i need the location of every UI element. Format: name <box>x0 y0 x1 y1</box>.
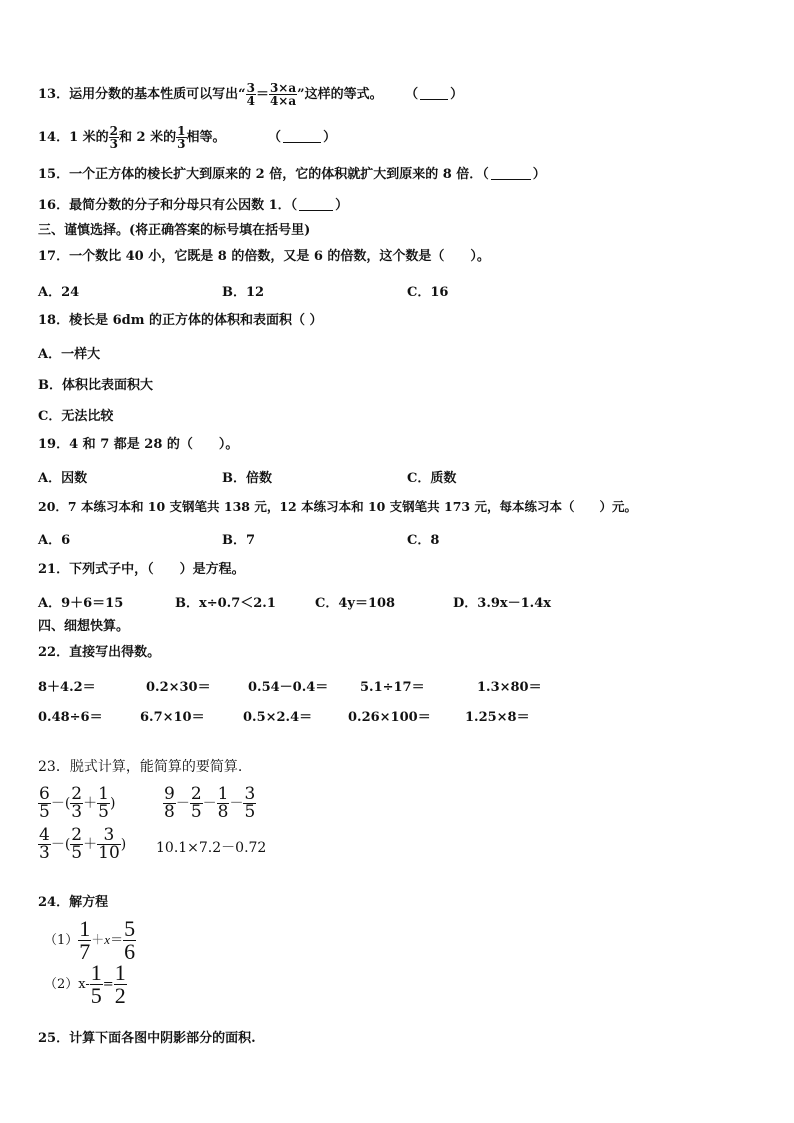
question-14: 14．1 米的 $\frac{2}{3}$ 和 2 米的 $\frac{1}{3}$ 相等。 （ ） <box>38 124 337 151</box>
calc-item: 0.48÷6＝ <box>38 710 103 725</box>
section-3-heading: 三、谨慎选择。(将正确答案的标号填在括号里) <box>38 223 311 238</box>
calc-item: 6.7×10＝ <box>140 710 205 725</box>
answer-blank[interactable] <box>420 87 448 100</box>
option-b[interactable]: B．体积比表面积大 <box>38 378 153 393</box>
option-a[interactable]: A．24 <box>38 285 80 300</box>
calc-item: 0.54－0.4＝ <box>248 680 329 695</box>
option-b[interactable]: B．倍数 <box>222 471 272 486</box>
question-15: 15．一个正方体的棱长扩大到原来的 2 倍，它的体积就扩大到原来的 8 倍．（ ） <box>38 167 546 182</box>
calc-item: 0.26×100＝ <box>348 710 431 725</box>
fraction: $\frac{3\times a}{4\times a}$ <box>269 81 297 108</box>
equation-1: （1） $\frac{1}{7}$ ＋x＝ $\frac{5}{6}$ <box>44 916 136 964</box>
section-4-heading: 四、细想快算。 <box>38 619 130 634</box>
question-18: 18．棱长是 6dm 的正方体的体积和表面积（ ） <box>38 313 323 328</box>
option-b[interactable]: B．7 <box>222 533 256 548</box>
expression-1: $\frac{6}{5}$ －( $\frac{2}{3}$ ＋ $\frac{1}{5}$ ) <box>39 784 116 822</box>
calc-item: 5.1÷17＝ <box>360 680 425 695</box>
option-c[interactable]: C．8 <box>407 533 440 548</box>
fraction: $\frac{1}{3}$ <box>177 124 186 151</box>
calc-item: 0.5×2.4＝ <box>243 710 313 725</box>
fraction: $\frac{3}{4}$ <box>246 81 255 108</box>
answer-blank[interactable] <box>283 130 321 143</box>
answer-blank[interactable] <box>299 198 333 211</box>
expression-4: 10.1×7.2－0.72 <box>156 840 267 856</box>
question-21: 21．下列式子中，（ ）是方程。 <box>38 562 245 577</box>
option-c[interactable]: C．4y＝108 <box>315 596 396 611</box>
question-19: 19．4 和 7 都是 28 的（ ）。 <box>38 437 239 452</box>
calc-item: 8＋4.2＝ <box>38 680 96 695</box>
calc-item: 1.3×80＝ <box>477 680 542 695</box>
question-25: 25．计算下面各图中阴影部分的面积. <box>38 1031 256 1046</box>
option-d[interactable]: D．3.9x－1.4x <box>453 596 552 611</box>
equation-2: （2）x- $\frac{1}{5}$ = $\frac{1}{2}$ <box>44 960 126 1008</box>
expression-2: $\frac{9}{8}$ － $\frac{2}{5}$ － $\frac{1}{8}$ － $\frac{3}{5}$ <box>164 784 256 822</box>
question-16: 16．最简分数的分子和分母只有公因数 1．（ ） <box>38 198 349 213</box>
answer-blank[interactable] <box>491 167 531 180</box>
option-a[interactable]: A．一样大 <box>38 347 101 362</box>
option-c[interactable]: C．无法比较 <box>38 409 114 424</box>
option-c[interactable]: C．质数 <box>407 471 457 486</box>
question-23: 23．脱式计算，能简算的要简算. <box>38 759 243 775</box>
question-20: 20．7 本练习本和 10 支钢笔共 138 元，12 本练习本和 10 支钢笔共 173 元，每本练习本（ ）元。 <box>38 499 637 514</box>
fraction: $\frac{2}{3}$ <box>109 124 119 151</box>
question-17: 17．一个数比 40 小，它既是 8 的倍数，又是 6 的倍数，这个数是（ ）。 <box>38 249 490 264</box>
option-a[interactable]: A．6 <box>38 533 71 548</box>
question-22: 22．直接写出得数。 <box>38 645 161 660</box>
question-24: 24．解方程 <box>38 895 109 910</box>
calc-item: 0.2×30＝ <box>146 680 211 695</box>
calc-item: 1.25×8＝ <box>465 710 530 725</box>
option-a[interactable]: A．9＋6＝15 <box>38 596 124 611</box>
question-13: 13．运用分数的基本性质可以写出“ $\frac{3}{4}$ ＝ $\frac{3\times a}{4\times a}$ ”这样的等式。 （ ） <box>38 81 464 108</box>
expression-3: $\frac{4}{3}$ －( $\frac{2}{5}$ ＋ $\frac{3}{10}$ ) <box>39 825 127 863</box>
option-a[interactable]: A．因数 <box>38 471 88 486</box>
option-c[interactable]: C．16 <box>407 285 449 300</box>
option-b[interactable]: B．12 <box>222 285 265 300</box>
option-b[interactable]: B．x÷0.7＜2.1 <box>175 596 276 611</box>
